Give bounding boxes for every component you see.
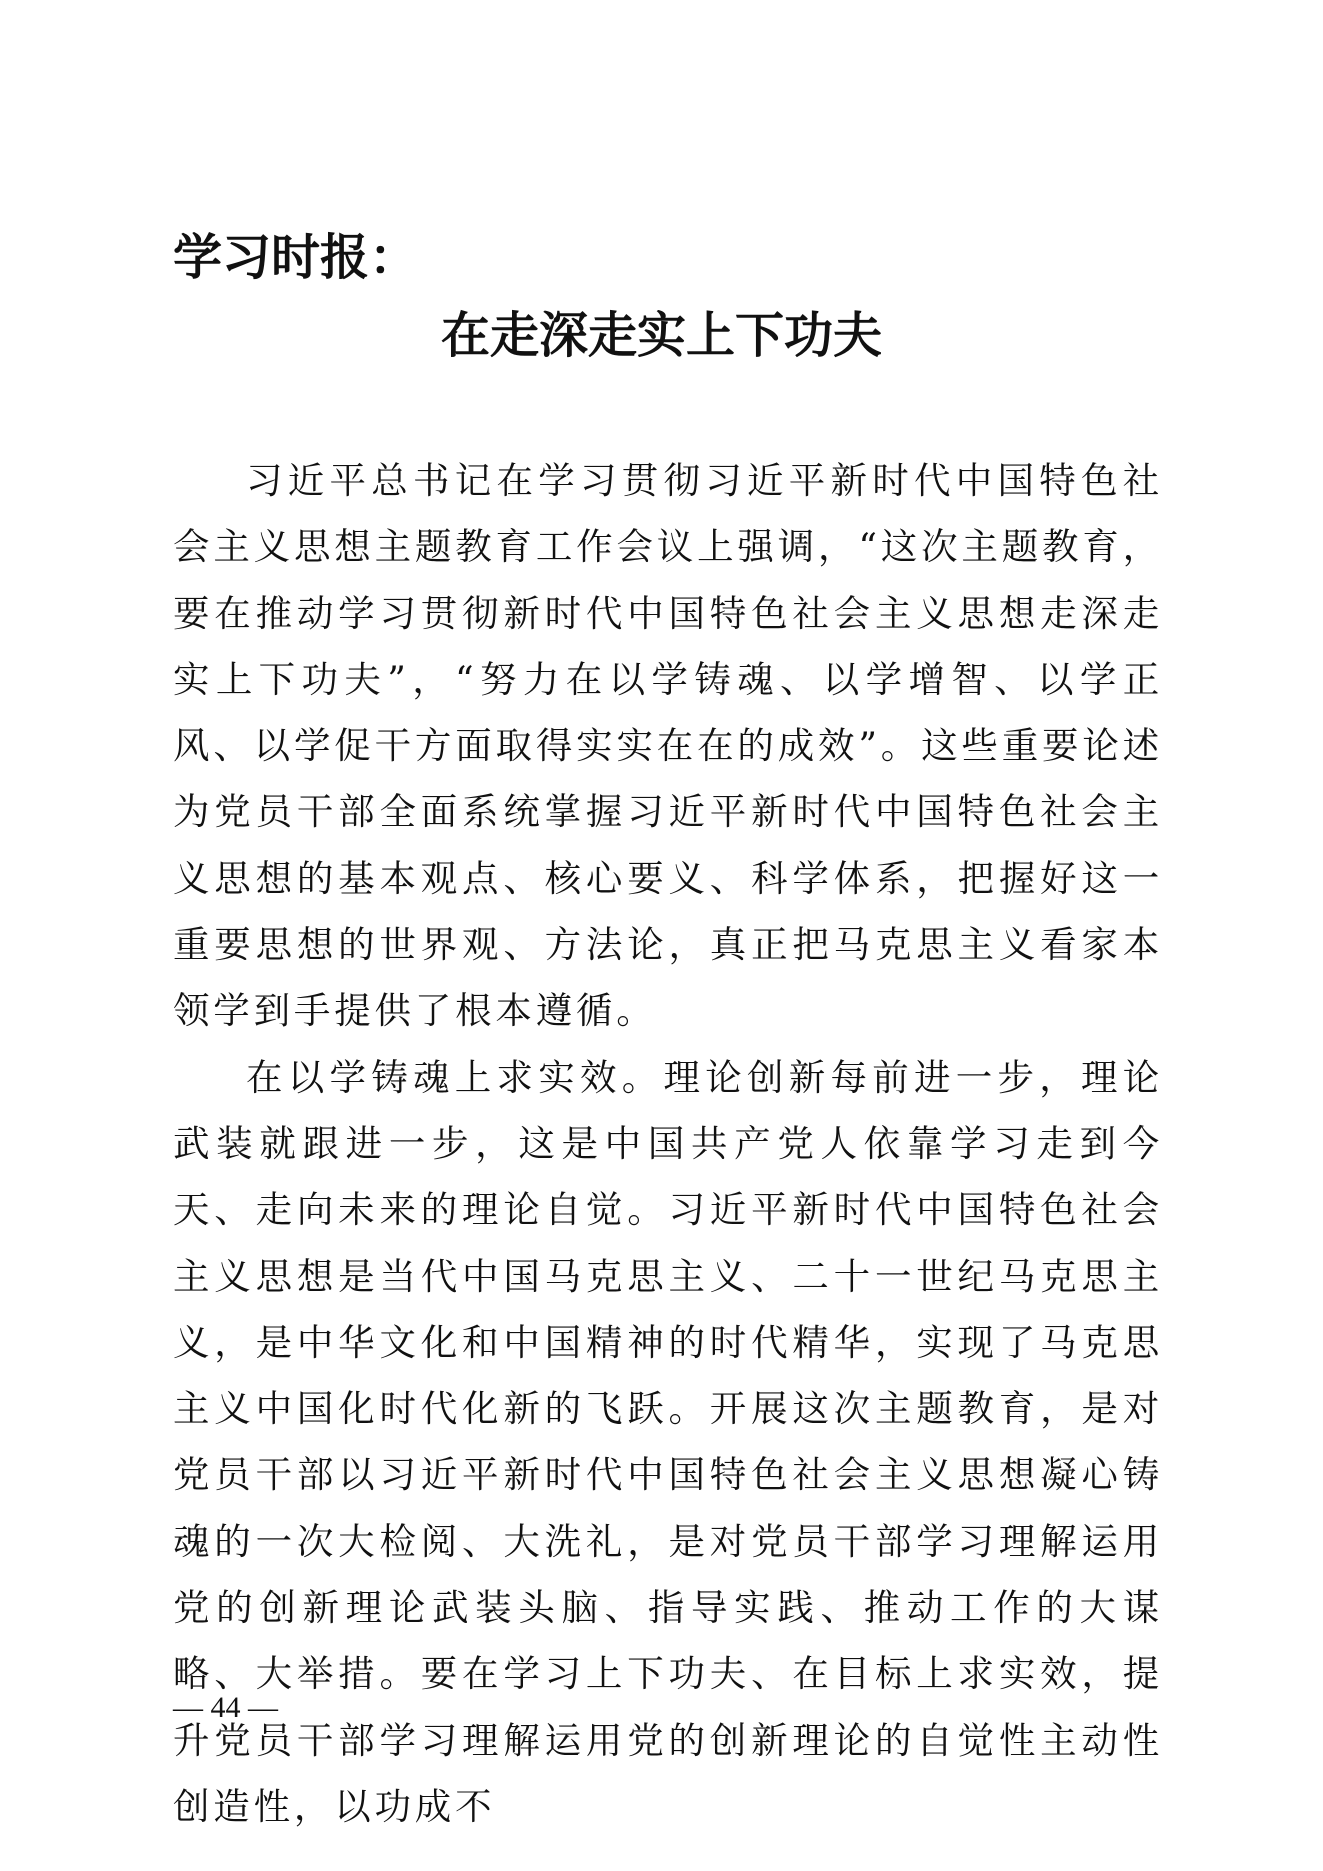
source-title: 学习时报：	[173, 229, 419, 286]
paragraph-1: 习近平总书记在学习贯彻习近平新时代中国特色社会主义思想主题教育工作会议上强调，“这次主题教育，要在推动学习贯彻新时代中国特色社会主义思想走深走实上下功夫”，“努力在以学铸魂、以学增智、以学正风、以学促干方面取得实实在在的成效”。这些重要论述为党员干部全面系统掌握习近平新时代中国特色社会主义思想的基本观点、核心要义、科学体系，把握好这一重要思想的世界观、方法论，真正把马克思主义看家本领学到手提供了根本遵循。	[173, 459, 1163, 1033]
page-number: — 44 —	[173, 1691, 278, 1724]
paragraph-2: 在以学铸魂上求实效。理论创新每前进一步，理论武装就跟进一步，这是中国共产党人依靠学习走到今天、走向未来的理论自觉。习近平新时代中国特色社会主义思想是当代中国马克思主义、二十一世纪马克思主义，是中华文化和中国精神的时代精华，实现了马克思主义中国化时代化新的飞跃。开展这次主题教育，是对党员干部以习近平新时代中国特色社会主义思想凝心铸魂的一次大检阅、大洗礼，是对党员干部学习理解运用党的创新理论武装头脑、指导实践、推动工作的大谋略、大举措。要在学习上下功夫、在目标上求实效，提升党员干部学习理解运用党的创新理论的自觉性主动性创造性，以功成不	[173, 1055, 1163, 1828]
article-title: 在走深走实上下功夫	[440, 307, 882, 364]
article-body	[173, 448, 1163, 1840]
